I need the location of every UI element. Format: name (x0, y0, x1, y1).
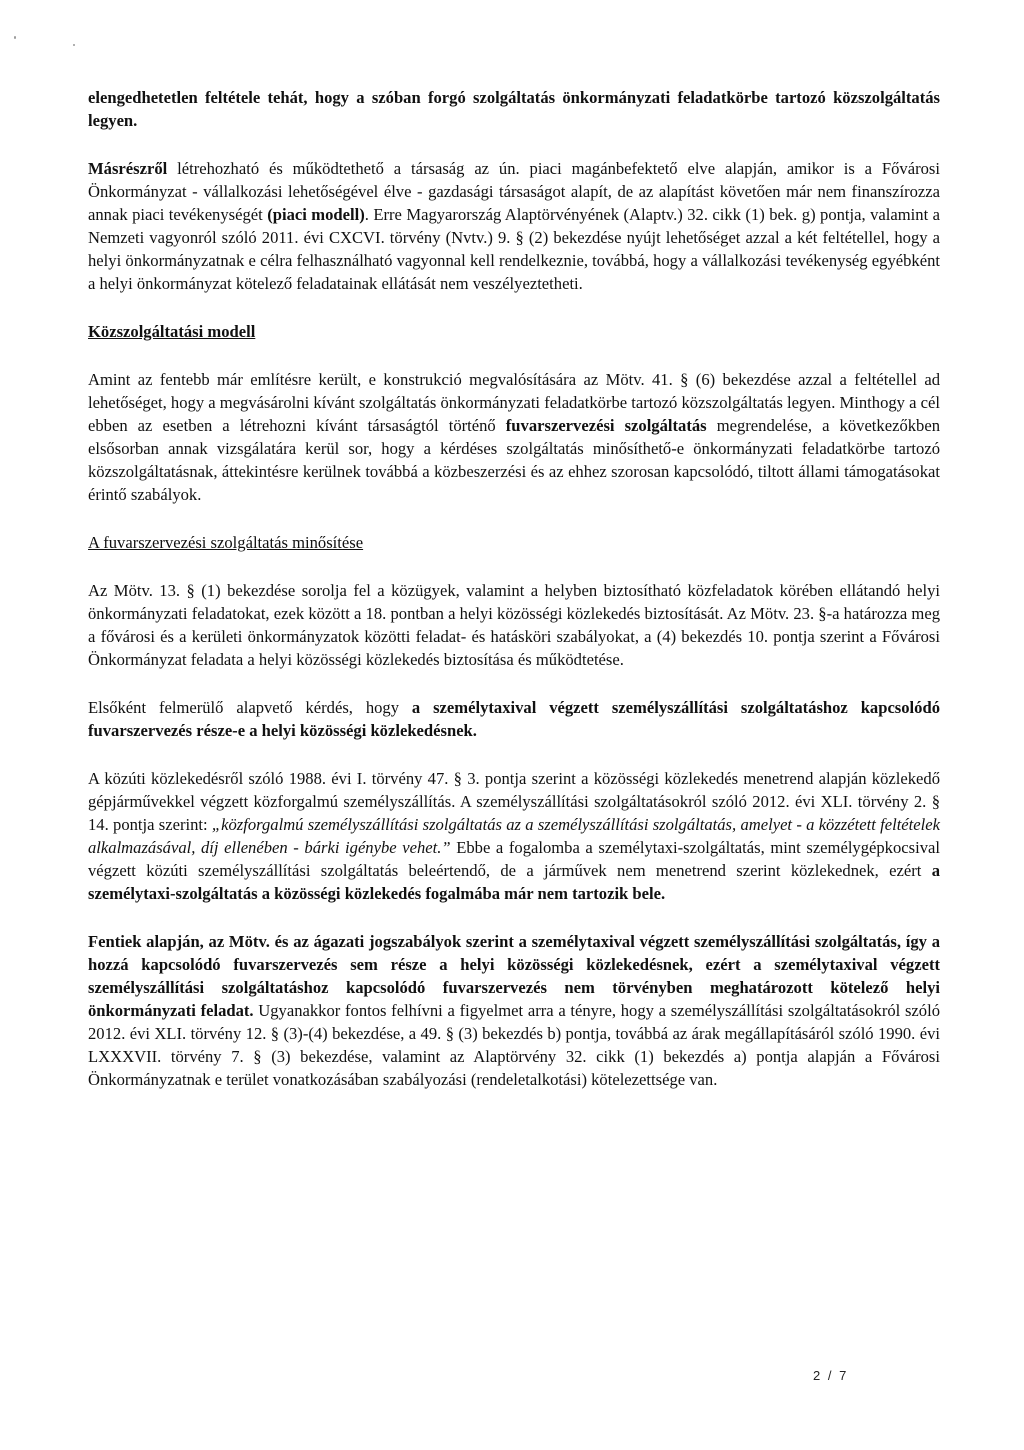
bold-text: fuvarszervezési szolgáltatás (505, 416, 707, 435)
body-text: . Erre Magyarország Alaptörvényének (Alaptv.) 32. cikk (1) bek. g) pontja, valamint a Nemzeti vagyonról szóló 2011. évi CXCVI. törvény (Nvtv.) 9. § (2) bekezdése nyújt lehetőséget azzal a két feltétellel, hogy a helyi önkormányzatnak e célra felhasználható vagyonnal kell rendelkeznie, továbbá, hogy a vállalkozási tevékenység egyébként a helyi önkormányzat kötelező feladatainak ellátását nem veszélyeztetheti. (88, 205, 940, 293)
page-number: 2 / 7 (813, 1368, 849, 1383)
paragraph-road-traffic (88, 767, 940, 905)
bold-text: a személytaxi-szolgáltatás a közösségi közlekedés fogalmába már nem tartozik bele. (88, 861, 940, 903)
document-body (88, 86, 940, 1116)
body-text: Amint az fentebb már említésre került, e konstrukció megvalósítására az Mötv. 41. § (6) bekezdése azzal a feltétellel ad lehetőséget, hogy a megvásárolni kívánt szolgáltatás önkormányzati feladatkörbe tartozó közszolgáltatás legyen. Minthogy a cél ebben az esetben a létrehozni kívánt társaságtól történő (88, 370, 940, 435)
body-text: létrehozható és működtethető a társaság az ún. piaci magánbefektető elve alapján, amikor is a Fővárosi Önkormányzat - vállalkozási lehetőségével élve - gazdasági társaságot alapít, de az alapítást követően már nem finanszírozza annak piaci tevékenységét (88, 159, 940, 224)
bold-text: (piaci modell) (267, 205, 365, 224)
bold-text: Másrészről (88, 159, 168, 178)
body-text: A közúti közlekedésről szóló 1988. évi I. törvény 47. § 3. pontja szerint a közösségi közlekedés menetrend alapján közlekedő gépjárművekkel végzett közforgalmú személyszállítás. A személyszállítási szolgáltatásokról szóló 2012. évi XLI. törvény 2. § 14. pontja szerint: (88, 769, 940, 834)
section-heading-public-service-model: Közszolgáltatási modell (88, 322, 256, 341)
paragraph-public-service (88, 368, 940, 506)
scan-speck (14, 36, 16, 39)
bold-text: elengedhetetlen feltétele tehát, hogy a szóban forgó szolgáltatás önkormányzati feladatkörbe tartozó közszolgáltatás legyen. (88, 88, 940, 130)
paragraph-conclusion (88, 930, 940, 1091)
body-text: megrendelése, a következőkben elsősorban annak vizsgálatára kerül sor, hogy a kérdéses szolgáltatás minősíthető-e önkormányzati feladatkörbe tartozó közszolgáltatásnak, áttekintésre kerülnek továbbá a közbeszerzési és az ehhez szorosan kapcsolódó, tiltott állami támogatásokat érintő szabályok. (88, 416, 940, 504)
bold-text: Fentiek alapján, az Mötv. és az ágazati jogszabályok szerint a személytaxival végzett személyszállítási szolgáltatás, így a hozzá kapcsolódó fuvarszervezés sem része a helyi közösségi közlekedésnek, ezért a személytaxival végzett személyszállítási szolgáltatáshoz kapcsolódó fuvarszervezés nem törvényben meghatározott kötelező helyi önkormányzati feladat. (88, 932, 940, 1020)
body-text: Az Mötv. 13. § (1) bekezdése sorolja fel a közügyek, valamint a helyben biztosítható közfeladatok körében ellátandó helyi önkormányzati feladatokat, ezek között a 18. pontban a helyi közösségi közlekedés biztosítását. Az Mötv. 23. §-a határozza meg a fővárosi és a kerületi önkormányzatok közötti feladat- és hatásköri szabályokat, a (4) bekezdés 10. pontja szerint a Fővárosi Önkormányzat feladata a helyi közösségi közlekedés biztosítása és működtetése. (88, 581, 940, 669)
paragraph-motv (88, 579, 940, 671)
body-text: Elsőként felmerülő alapvető kérdés, hogy (88, 698, 412, 717)
paragraph-first-question (88, 696, 940, 742)
body-text: Ugyanakkor fontos felhívni a figyelmet arra a tényre, hogy a személyszállítási szolgáltatásokról szóló 2012. évi XLI. törvény 12. § (3)-(4) bekezdése, a 49. § (3) bekezdés b) pontja, továbbá az árak megállapításáról szóló 1990. évi LXXXVII. törvény 7. § (3) bekezdése, valamint az Alaptörvény 32. cikk (1) bekezdés a) pontja alapján a Fővárosi Önkormányzatnak e terület vonatkozásában szabályozási (rendeletalkotási) kötelezettsége van. (88, 1001, 940, 1089)
section-heading-qualification: A fuvarszervezési szolgáltatás minősítése (88, 533, 364, 552)
quoted-definition: „közforgalmú személyszállítási szolgáltatás az a személyszállítási szolgáltatás, amelyet - a közzétett feltételek alkalmazásával, díj ellenében - bárki igénybe vehet.” (88, 815, 940, 857)
bold-text: a személytaxival végzett személyszállítási szolgáltatáshoz kapcsolódó fuvarszervezés része-e a helyi közösségi közlekedésnek. (88, 698, 940, 740)
body-text: Ebbe a fogalomba a személytaxi-szolgáltatás, mint személygépkocsival végzett közúti személyszállítási szolgáltatás beleértendő, de a járművek nem menetrend szerint közlekednek, ezért (88, 838, 940, 880)
scan-speck (73, 44, 75, 46)
paragraph-market-model (88, 157, 940, 295)
paragraph-intro (88, 86, 940, 132)
